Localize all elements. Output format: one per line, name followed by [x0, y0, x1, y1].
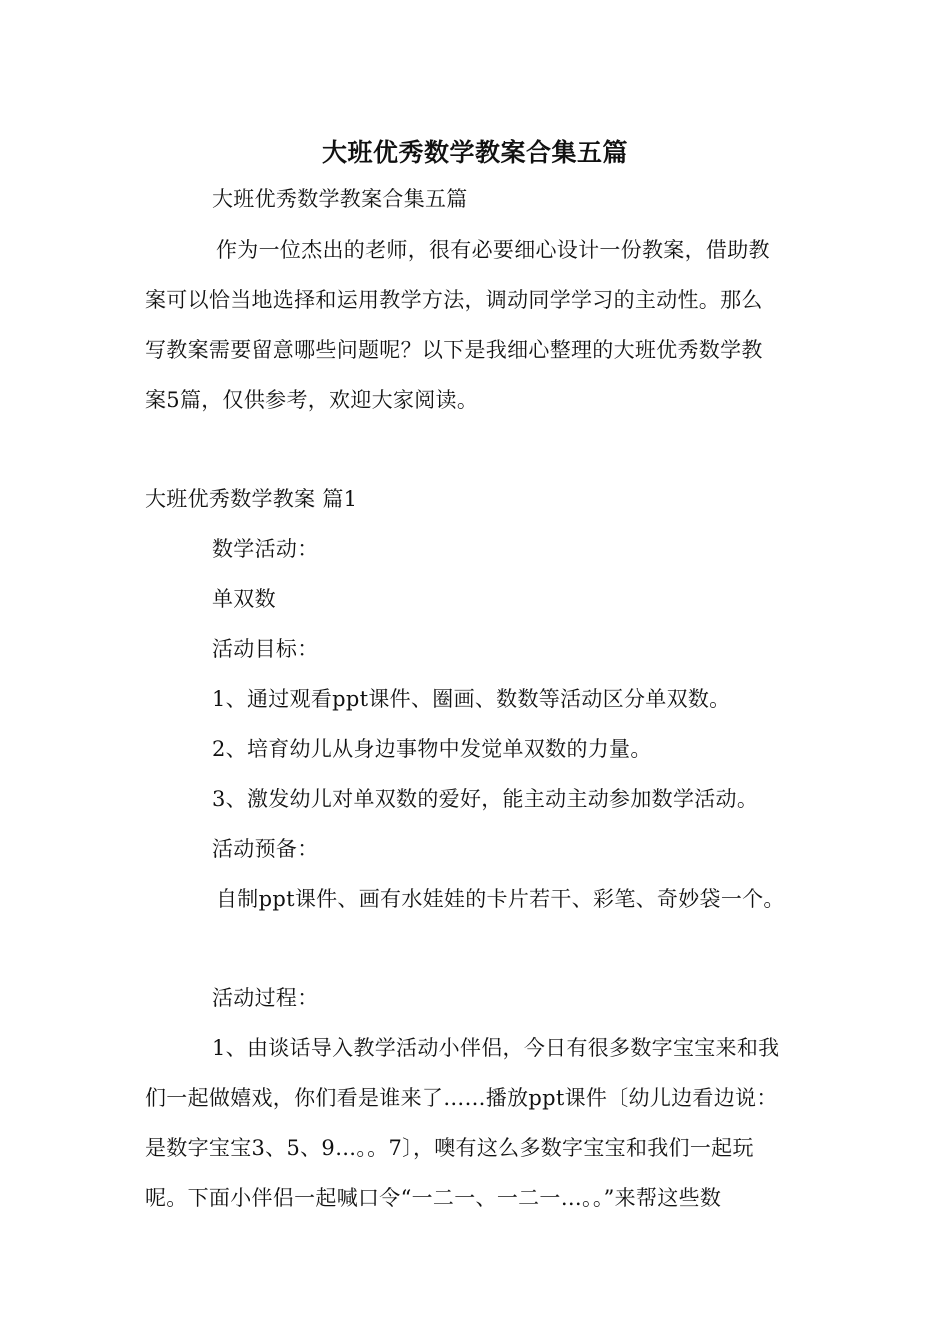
process-line: 是数字宝宝3、5、9…。。7〕，噢有这么多数字宝宝和我们一起玩 [145, 1136, 754, 1160]
document-subtitle: 大班优秀数学教案合集五篇 [212, 187, 468, 211]
goal-item: 1、通过观看ppt课件、圈画、数数等活动区分单双数。 [212, 687, 731, 711]
goals-label: 活动目标： [212, 637, 319, 661]
goal-item: 2、培育幼儿从身边事物中发觉单双数的力量。 [212, 737, 652, 761]
intro-line: 案可以恰当地选择和运用教学方法，调动同学学习的主动性。那么 [145, 288, 763, 312]
process-label: 活动过程： [212, 986, 319, 1010]
prep-text: 自制ppt课件、画有水娃娃的卡片若干、彩笔、奇妙袋一个。 [216, 887, 785, 911]
section-heading: 大班优秀数学教案 篇1 [145, 487, 358, 511]
process-line: 们一起做嬉戏，你们看是谁来了……播放ppt课件〔幼儿边看边说： [145, 1086, 778, 1110]
activity-name: 单双数 [212, 587, 276, 611]
prep-label: 活动预备： [212, 837, 319, 861]
process-line: 1、由谈话导入教学活动小伴侣，今日有很多数字宝宝来和我 [212, 1036, 780, 1060]
document-title: 大班优秀数学教案合集五篇 [321, 138, 628, 167]
intro-line: 作为一位杰出的老师，很有必要细心设计一份教案，借助教 [216, 238, 770, 262]
goal-item: 3、激发幼儿对单双数的爱好，能主动主动参加数学活动。 [212, 787, 759, 811]
process-line: 呢。下面小伴侣一起喊口令“一二一、一二一…。。”来帮这些数 [145, 1186, 722, 1210]
intro-line: 写教案需要留意哪些问题呢？以下是我细心整理的大班优秀数学教 [145, 338, 763, 362]
intro-line: 案5篇，仅供参考，欢迎大家阅读。 [145, 388, 479, 412]
activity-label: 数学活动： [212, 537, 319, 561]
